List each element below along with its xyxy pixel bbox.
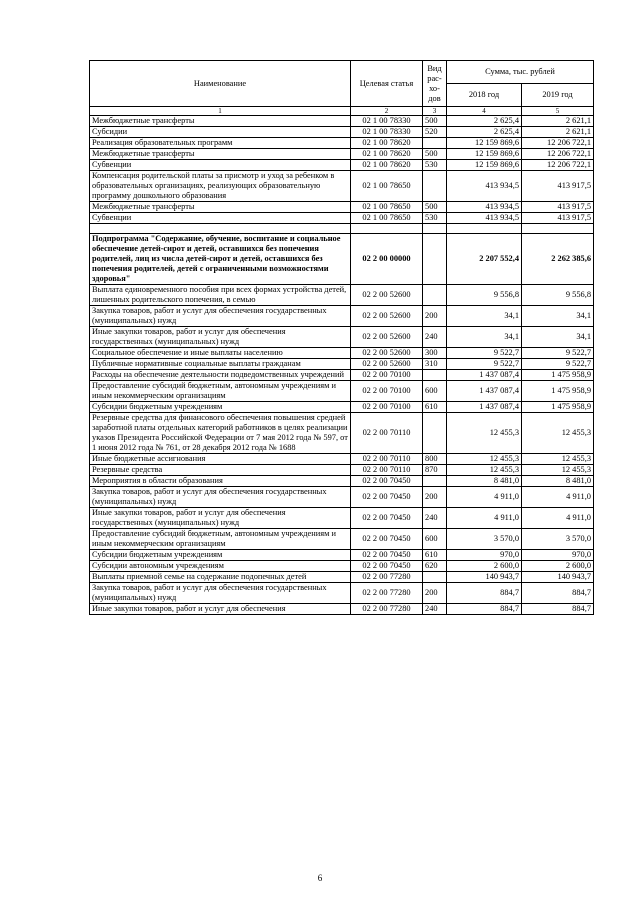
row-amount-2019: 2 600,0 (522, 561, 594, 572)
row-amount-2019: 3 570,0 (522, 529, 594, 550)
row-target-code (351, 224, 423, 234)
row-amount-2018: 34,1 (447, 327, 522, 348)
row-expense-type: 300 (423, 348, 447, 359)
row-amount-2018: 3 570,0 (447, 529, 522, 550)
row-target-code: 02 1 00 78620 (351, 160, 423, 171)
row-amount-2018: 34,1 (447, 306, 522, 327)
row-amount-2019: 1 475 958,9 (522, 381, 594, 402)
table-row (90, 487, 594, 508)
row-name: Иные закупки товаров, работ и услуг для обеспечения (90, 604, 351, 615)
row-amount-2018: 413 934,5 (447, 171, 522, 202)
row-amount-2018: 1 437 087,4 (447, 381, 522, 402)
row-target-code: 02 1 00 78330 (351, 127, 423, 138)
row-expense-type (423, 234, 447, 285)
row-target-code: 02 2 00 52600 (351, 327, 423, 348)
spacer-row (90, 224, 594, 234)
row-amount-2018: 12 159 869,6 (447, 160, 522, 171)
table-row (90, 213, 594, 224)
column-number: 4 (447, 107, 522, 116)
row-target-code: 02 2 00 52600 (351, 306, 423, 327)
column-numbers-row (90, 107, 594, 116)
row-amount-2019: 9 522,7 (522, 359, 594, 370)
row-expense-type: 200 (423, 306, 447, 327)
row-amount-2018: 413 934,5 (447, 213, 522, 224)
row-amount-2019: 4 911,0 (522, 487, 594, 508)
row-name: Мероприятия в области образования (90, 476, 351, 487)
row-name: Публичные нормативные социальные выплаты гражданам (90, 359, 351, 370)
row-amount-2019: 9 556,8 (522, 285, 594, 306)
row-name: Межбюджетные трансферты (90, 202, 351, 213)
table-row (90, 234, 594, 285)
row-amount-2019: 2 621,1 (522, 116, 594, 127)
row-target-code: 02 1 00 78620 (351, 149, 423, 160)
row-amount-2018: 2 625,4 (447, 116, 522, 127)
row-target-code: 02 1 00 78650 (351, 213, 423, 224)
column-number: 5 (522, 107, 594, 116)
column-number: 1 (90, 107, 351, 116)
row-name: Иные закупки товаров, работ и услуг для обеспечения государственных (муниципальных) нужд (90, 327, 351, 348)
row-expense-type (423, 285, 447, 306)
row-amount-2018: 2 600,0 (447, 561, 522, 572)
row-target-code: 02 1 00 78650 (351, 202, 423, 213)
row-target-code: 02 2 00 70450 (351, 487, 423, 508)
row-amount-2019: 884,7 (522, 604, 594, 615)
row-amount-2018: 884,7 (447, 604, 522, 615)
row-name: Подпрограмма "Содержание, обучение, воспитание и социальное обеспечение детей-сирот и детей, оставшихся без попечения родителей, лиц из числа детей-сирот и детей, оставшихся без попечения родителей, детей с ограниченными возможностями здоровья" (90, 234, 351, 285)
table-row (90, 138, 594, 149)
row-amount-2019: 1 475 958,9 (522, 370, 594, 381)
row-name: Закупка товаров, работ и услуг для обеспечения государственных (муниципальных) нужд (90, 487, 351, 508)
row-expense-type: 600 (423, 381, 447, 402)
row-amount-2018: 9 522,7 (447, 348, 522, 359)
header-target: Целевая статья (351, 61, 423, 107)
table-row (90, 583, 594, 604)
row-amount-2019: 413 917,5 (522, 171, 594, 202)
row-amount-2018: 4 911,0 (447, 487, 522, 508)
table-row (90, 202, 594, 213)
row-amount-2019: 12 455,3 (522, 413, 594, 454)
row-amount-2018: 140 943,7 (447, 572, 522, 583)
row-expense-type (423, 476, 447, 487)
table-row (90, 359, 594, 370)
row-amount-2019: 413 917,5 (522, 202, 594, 213)
header-sum: Сумма, тыс. рублей (447, 61, 594, 84)
table-row (90, 508, 594, 529)
row-target-code: 02 2 00 77280 (351, 604, 423, 615)
row-expense-type: 500 (423, 202, 447, 213)
row-expense-type: 610 (423, 402, 447, 413)
row-name: Субсидии бюджетным учреждениям (90, 402, 351, 413)
row-amount-2019: 2 262 385,6 (522, 234, 594, 285)
row-amount-2018: 4 911,0 (447, 508, 522, 529)
row-expense-type: 530 (423, 160, 447, 171)
column-number: 2 (351, 107, 423, 116)
row-amount-2019: 34,1 (522, 306, 594, 327)
table-row (90, 116, 594, 127)
row-amount-2019 (522, 224, 594, 234)
row-target-code: 02 2 00 70110 (351, 454, 423, 465)
row-amount-2018: 1 437 087,4 (447, 370, 522, 381)
row-name: Субсидии автономным учреждениям (90, 561, 351, 572)
row-name: Иные закупки товаров, работ и услуг для обеспечения государственных (муниципальных) нужд (90, 508, 351, 529)
row-target-code: 02 2 00 70450 (351, 561, 423, 572)
row-name: Предоставление субсидий бюджетным, автономным учреждениям и иным некоммерческим организациям (90, 381, 351, 402)
table-row (90, 171, 594, 202)
table-body (90, 116, 594, 615)
row-name: Межбюджетные трансферты (90, 116, 351, 127)
row-expense-type: 200 (423, 583, 447, 604)
row-expense-type (423, 171, 447, 202)
row-amount-2018: 884,7 (447, 583, 522, 604)
table-row (90, 572, 594, 583)
row-amount-2019: 9 522,7 (522, 348, 594, 359)
table-row (90, 604, 594, 615)
row-name: Резервные средства для финансового обеспечения повышения средней заработной платы отдельных категорий работников в целях реализации указов Президента Российской Федерации от 7 мая 2012 года № 597, от 1 июня 2012 года № 761, от 28 декабря 2012 года № 1688 (90, 413, 351, 454)
table-row (90, 413, 594, 454)
row-name: Межбюджетные трансферты (90, 149, 351, 160)
page-number: 6 (317, 873, 323, 883)
row-amount-2018: 2 207 552,4 (447, 234, 522, 285)
row-expense-type: 530 (423, 213, 447, 224)
row-amount-2019: 884,7 (522, 583, 594, 604)
table-row (90, 127, 594, 138)
row-amount-2019: 970,0 (522, 550, 594, 561)
row-target-code: 02 2 00 70100 (351, 370, 423, 381)
row-target-code: 02 1 00 78330 (351, 116, 423, 127)
row-target-code: 02 2 00 70450 (351, 529, 423, 550)
row-amount-2018: 970,0 (447, 550, 522, 561)
row-name: Субвенции (90, 213, 351, 224)
row-amount-2018: 12 455,3 (447, 465, 522, 476)
table-row (90, 327, 594, 348)
row-amount-2018: 12 159 869,6 (447, 149, 522, 160)
row-name: Реализация образовательных программ (90, 138, 351, 149)
row-expense-type: 600 (423, 529, 447, 550)
header-year-2018: 2018 год (447, 84, 522, 107)
row-name: Закупка товаров, работ и услуг для обеспечения государственных (муниципальных) нужд (90, 306, 351, 327)
row-name: Предоставление субсидий бюджетным, автономным учреждениям и иным некоммерческим организациям (90, 529, 351, 550)
header-name: Наименование (90, 61, 351, 107)
row-amount-2018: 12 455,3 (447, 454, 522, 465)
table-row (90, 529, 594, 550)
table-row (90, 348, 594, 359)
row-expense-type: 240 (423, 604, 447, 615)
row-expense-type (423, 370, 447, 381)
row-expense-type: 240 (423, 327, 447, 348)
row-target-code: 02 2 00 70450 (351, 550, 423, 561)
row-name: Расходы на обеспечение деятельности подведомственных учреждений (90, 370, 351, 381)
row-amount-2019: 2 621,1 (522, 127, 594, 138)
row-expense-type: 520 (423, 127, 447, 138)
row-amount-2018: 1 437 087,4 (447, 402, 522, 413)
row-amount-2019: 413 917,5 (522, 213, 594, 224)
row-expense-type: 240 (423, 508, 447, 529)
row-amount-2018: 12 455,3 (447, 413, 522, 454)
row-name: Социальное обеспечение и иные выплаты населению (90, 348, 351, 359)
header-type: Вид рас-хо-дов (423, 61, 447, 107)
row-name (90, 224, 351, 234)
row-amount-2019: 12 455,3 (522, 465, 594, 476)
row-name: Закупка товаров, работ и услуг для обеспечения государственных (муниципальных) нужд (90, 583, 351, 604)
row-amount-2018: 413 934,5 (447, 202, 522, 213)
row-amount-2019: 8 481,0 (522, 476, 594, 487)
row-target-code: 02 2 00 52600 (351, 348, 423, 359)
table-row (90, 381, 594, 402)
row-amount-2019: 4 911,0 (522, 508, 594, 529)
row-amount-2018: 12 159 869,6 (447, 138, 522, 149)
row-target-code: 02 2 00 70100 (351, 402, 423, 413)
row-target-code: 02 2 00 70110 (351, 465, 423, 476)
row-amount-2018: 8 481,0 (447, 476, 522, 487)
table-row (90, 149, 594, 160)
row-name: Выплата единовременного пособия при всех формах устройства детей, лишенных родительского попечения, в семью (90, 285, 351, 306)
row-target-code: 02 2 00 70110 (351, 413, 423, 454)
header-year-2019: 2019 год (522, 84, 594, 107)
row-target-code: 02 2 00 77280 (351, 583, 423, 604)
table-row (90, 550, 594, 561)
table-row (90, 285, 594, 306)
column-number: 3 (423, 107, 447, 116)
table-row (90, 306, 594, 327)
row-expense-type: 310 (423, 359, 447, 370)
row-expense-type: 610 (423, 550, 447, 561)
row-amount-2019: 34,1 (522, 327, 594, 348)
budget-table (89, 60, 594, 615)
row-amount-2018: 2 625,4 (447, 127, 522, 138)
row-expense-type: 800 (423, 454, 447, 465)
row-amount-2018: 9 556,8 (447, 285, 522, 306)
row-target-code: 02 2 00 70100 (351, 381, 423, 402)
row-target-code: 02 2 00 77280 (351, 572, 423, 583)
table-row (90, 160, 594, 171)
row-target-code: 02 2 00 70450 (351, 476, 423, 487)
row-expense-type: 620 (423, 561, 447, 572)
row-expense-type (423, 224, 447, 234)
row-expense-type: 500 (423, 149, 447, 160)
table-row (90, 402, 594, 413)
row-amount-2018: 9 522,7 (447, 359, 522, 370)
row-name: Субвенции (90, 160, 351, 171)
row-amount-2019: 12 206 722,1 (522, 149, 594, 160)
table-row (90, 476, 594, 487)
table-row (90, 370, 594, 381)
table-row (90, 454, 594, 465)
row-expense-type (423, 413, 447, 454)
row-amount-2019: 1 475 958,9 (522, 402, 594, 413)
table-row (90, 561, 594, 572)
row-target-code: 02 1 00 78620 (351, 138, 423, 149)
row-target-code: 02 2 00 70450 (351, 508, 423, 529)
row-target-code: 02 1 00 78650 (351, 171, 423, 202)
row-expense-type (423, 138, 447, 149)
row-expense-type (423, 572, 447, 583)
row-amount-2019: 12 206 722,1 (522, 138, 594, 149)
row-amount-2019: 12 455,3 (522, 454, 594, 465)
row-name: Иные бюджетные ассигнования (90, 454, 351, 465)
row-name: Субсидии бюджетным учреждениям (90, 550, 351, 561)
row-amount-2019: 12 206 722,1 (522, 160, 594, 171)
row-name: Резервные средства (90, 465, 351, 476)
row-target-code: 02 2 00 00000 (351, 234, 423, 285)
row-expense-type: 500 (423, 116, 447, 127)
row-expense-type: 200 (423, 487, 447, 508)
row-target-code: 02 2 00 52600 (351, 285, 423, 306)
table-row (90, 465, 594, 476)
row-amount-2019: 140 943,7 (522, 572, 594, 583)
row-expense-type: 870 (423, 465, 447, 476)
row-name: Выплаты приемной семье на содержание подопечных детей (90, 572, 351, 583)
row-name: Компенсация родительской платы за присмотр и уход за ребенком в образовательных организациях, реализующих образовательную программу дошкольного образования (90, 171, 351, 202)
row-target-code: 02 2 00 52600 (351, 359, 423, 370)
row-name: Субсидии (90, 127, 351, 138)
row-amount-2018 (447, 224, 522, 234)
